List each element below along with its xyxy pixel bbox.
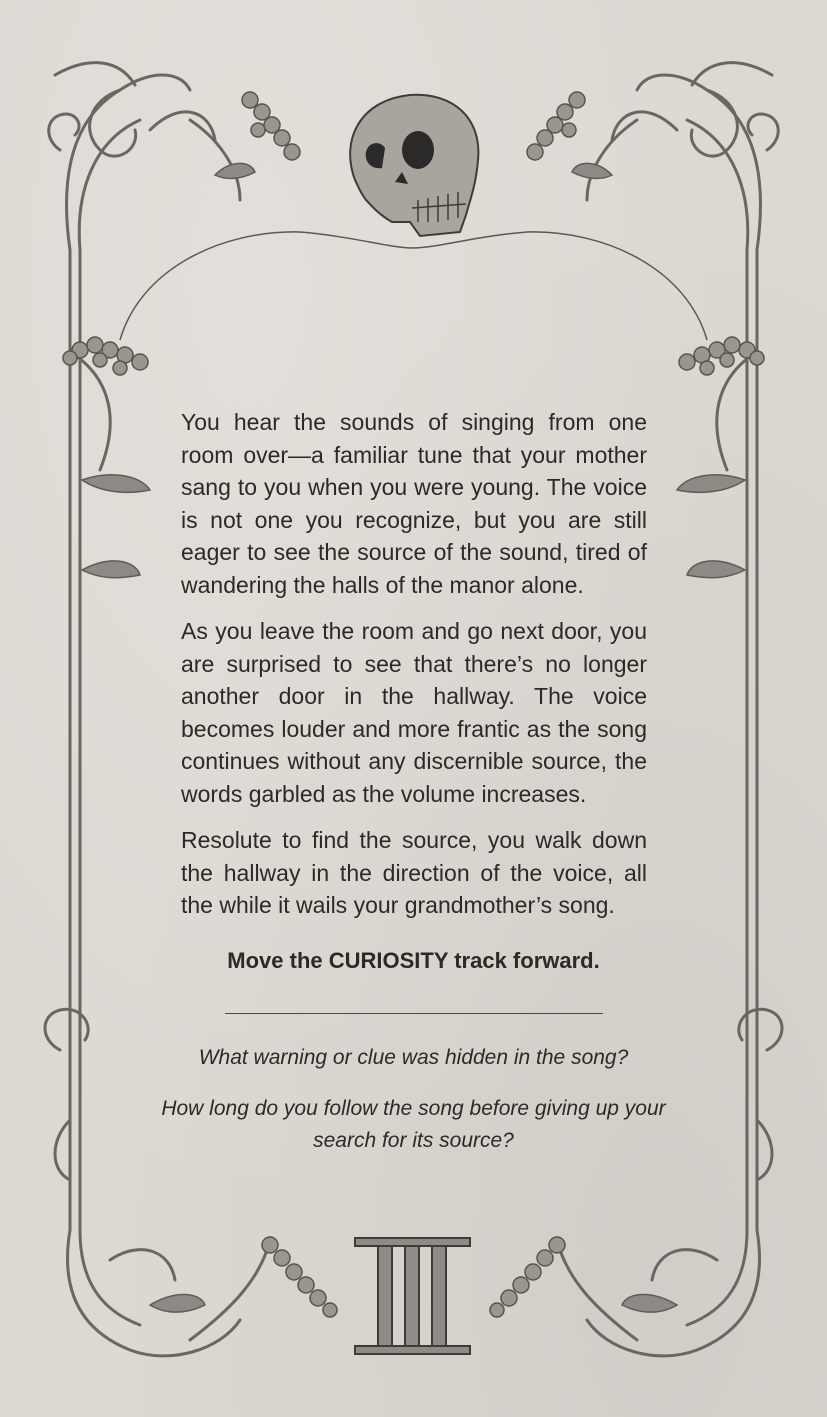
yarrow-flower-icon: [527, 92, 585, 160]
story-paragraph: Resolute to find the source, you walk down the hallway in the direction of the voice, all the while it wails your grandmother’s song.: [181, 827, 647, 918]
story-paragraph: As you leave the room and go next door, you are surprised to see that there’s no longer another door in the hallway. The voice becomes louder and more frantic as the song continues without any discernible source, the words garbled as the volume increases.: [181, 618, 647, 807]
journal-question: How long do you follow the song before giving up your search for its source?: [161, 1097, 666, 1152]
yarrow-flower-icon: [63, 337, 148, 375]
yarrow-flower-icon: [490, 1237, 565, 1317]
yarrow-flower-icon: [242, 92, 300, 160]
instruction-text: Move the CURIOSITY track forward.: [227, 948, 600, 973]
story-text: [181, 406, 647, 936]
divider-line: [225, 1013, 603, 1014]
skull-icon: [350, 95, 478, 236]
story-paragraph: You hear the sounds of singing from one room over—a familiar tune that your mother sang to you when you were young. The voice is not one you recognize, but you are still eager to see the source of the sound, tired of wandering the halls of the manor alone.: [181, 409, 647, 598]
yarrow-flower-icon: [679, 337, 764, 375]
journal-question: What warning or clue was hidden in the song?: [198, 1046, 629, 1069]
numeral-III-ornament: [355, 1238, 470, 1354]
yarrow-flower-icon: [262, 1237, 337, 1317]
